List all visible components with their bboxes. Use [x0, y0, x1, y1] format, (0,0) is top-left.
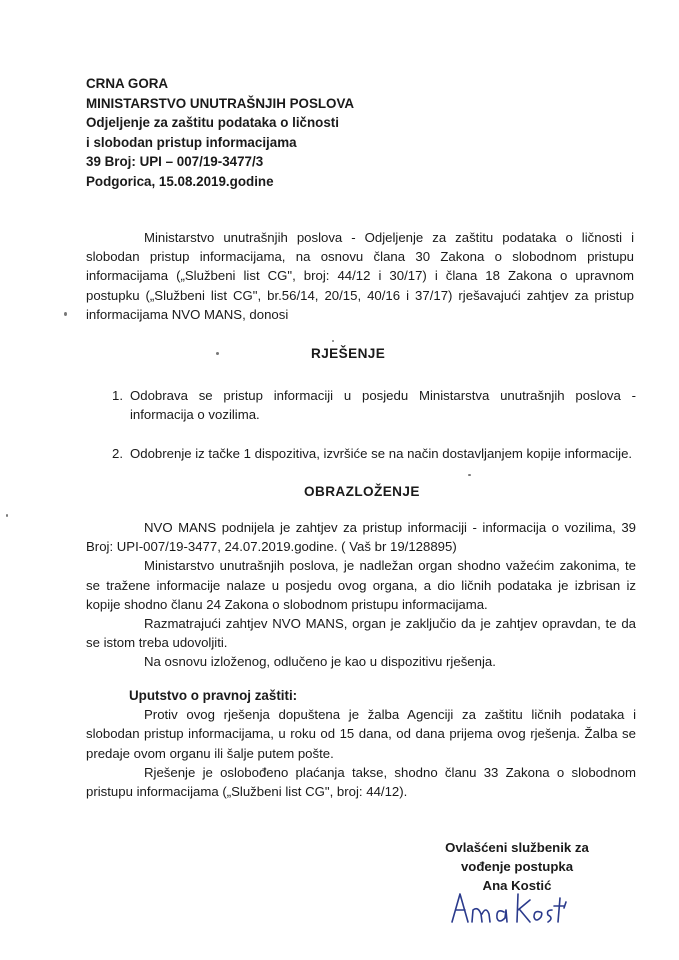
reasoning-section [86, 518, 636, 672]
scan-speck [468, 474, 471, 476]
ministry-name: MINISTARSTVO UNUTRAŠNJIH POSLOVA [86, 95, 355, 111]
department-name-cont: i slobodan pristup informacijama [86, 134, 297, 150]
intro-paragraph [86, 228, 634, 324]
intro-text: Ministarstvo unutrašnjih poslova - Odjeljenje za zaštitu podataka o ličnosti i slobodan pristup informacijama, na osnovu člana 30 Zakona o slobodnom pristupu informacijama („Službeni list CG", broj: 44/12 i 30/17) i člana 18 Zakona o upravnom postupku („Službeni list CG", br.56/14, 20/15, 40/16 i 37/17) rješavajući zahtjev za pristup informacijama NVO MANS, donosi [86, 230, 634, 322]
handwritten-signature [448, 888, 568, 933]
item-number: 2. [112, 446, 123, 461]
reasoning-paragraph: NVO MANS podnijela je zahtjev za pristup informaciji - informacija o vozilima, 39 Broj: UPI-007/19-3477, 24.07.2019.godine. ( Vaš br 19/128895) [86, 520, 636, 555]
decision-item-1 [112, 386, 636, 426]
scan-speck [216, 352, 219, 355]
legal-remedy-paragraph: Rješenje je oslobođeno plaćanja takse, shodno članu 33 Zakona o slobodnom pristupu informacijama („Službeni list CG", broj: 44/12). [86, 764, 636, 800]
item-number: 1. [112, 388, 123, 403]
reasoning-paragraph: Razmatrajući zahtjev NVO MANS, organ je zaključio da je zahtjev opravdan, te da se istom treba udovoljiti. [86, 616, 636, 651]
reasoning-paragraph: Ministarstvo unutrašnjih poslova, je nadležan organ shodno važećim zakonima, te se tražene informacije nalaze u posjedu ovog organa, a dio ličnih podataka je izbrisan iz kopije shodno članu 24 Zakona o slobodnom pristupu informacijama. [86, 558, 636, 612]
scan-speck [64, 312, 67, 316]
letterhead [86, 74, 354, 192]
signatory-role: Ovlašćeni službenik za [445, 840, 589, 855]
legal-remedy-section [86, 686, 636, 801]
reasoning-title: OBRAZLOŽENJE [304, 484, 420, 499]
decision-title: RJEŠENJE [311, 346, 386, 361]
signatory-name: Ana Kostić [482, 878, 552, 893]
country-name: CRNA GORA [86, 76, 169, 91]
legal-remedy-title: Uputstvo o pravnoj zaštiti: [129, 688, 298, 703]
scan-speck [6, 514, 8, 517]
item-text: Odobrava se pristup informaciji u posjedu Ministarstva unutrašnjih poslova - informacija o vozilima. [130, 388, 636, 423]
legal-remedy-paragraph: Protiv ovog rješenja dopuštena je žalba Agenciji za zaštitu ličnih podataka i slobodan pristup informacijama, u roku od 15 dana, od dana prijema ovog rješenja. Žalba se predaje ovom organu ili šalje putem pošte. [86, 707, 636, 761]
scan-speck [332, 340, 334, 342]
signature-image [448, 888, 568, 928]
reference-number: 39 Broj: UPI – 007/19-3477/3 [86, 154, 264, 170]
reasoning-paragraph: Na osnovu izloženog, odlučeno je kao u dispozitivu rješenja. [144, 654, 496, 670]
signatory-role-cont: vođenje postupka [460, 859, 574, 874]
department-name: Odjeljenje za zaštitu podataka o ličnosti [86, 115, 339, 131]
place-date: Podgorica, 15.08.2019.godine [86, 173, 274, 189]
decision-item-2 [112, 444, 636, 484]
item-text: Odobrenje iz tačke 1 dispozitiva, izvršiće se na način dostavljanjem kopije informacije. [130, 446, 633, 461]
signatory-block [432, 838, 602, 895]
